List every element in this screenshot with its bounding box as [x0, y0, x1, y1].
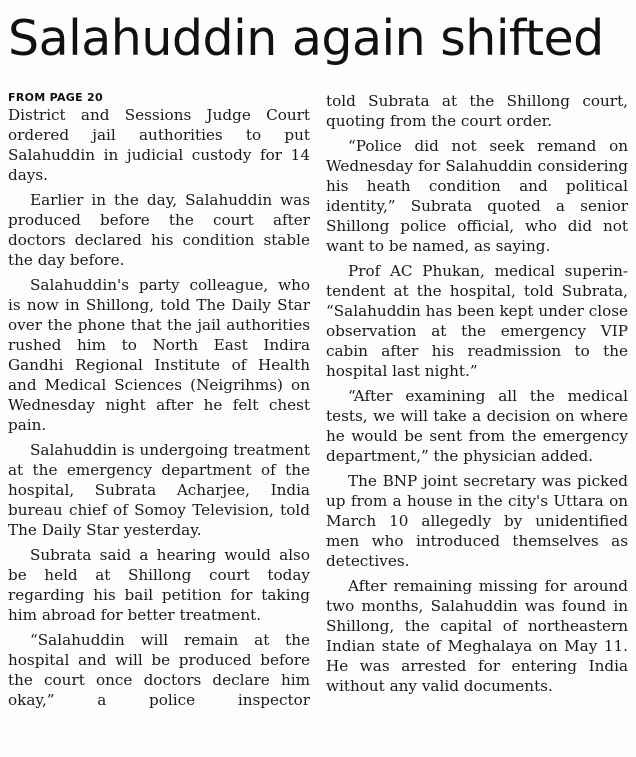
- paragraph: The BNP joint secretary was picked up from a house in the city's Uttara on March 10 allegedly by unidentified men who introduced themselves as detectives.: [326, 472, 628, 570]
- paragraph: Salahuddin is undergoing treatment at the emergency department of the hospital, Subrata Acharjee, India bureau chief of Somoy Television, told The Daily Star yesterday.: [8, 441, 310, 539]
- paragraph: Subrata said a hearing would also be held at Shillong court today regarding his bail petition for taking him abroad for better treatment.: [8, 546, 310, 624]
- paragraph: “Salahuddin will remain at the hospital and will be produced before the court once doctors declare him okay,” a police inspector: [8, 631, 310, 709]
- article-body: [8, 91, 628, 751]
- continuation-kicker: FROM PAGE 20: [8, 91, 103, 104]
- paragraph: Prof AC Phukan, medical superintendent at the hospital, told Subrata, “Salahuddin has been kept under close observation at the emergency VIP cabin after his readmission to the hospital last night.”: [326, 262, 628, 380]
- article-column-2: [326, 91, 628, 751]
- paragraph: Earlier in the day, Salahuddin was produced before the court after doctors declared his condition stable the day before.: [8, 191, 310, 269]
- paragraph: “Police did not seek remand on Wednesday for Salahuddin considering his heath condition and political identity,” Subrata quoted a senior Shillong police official, who did not want to be named, as saying.: [326, 137, 628, 255]
- paragraph: “After examining all the medical tests, we will take a decision on where he would be sent from the emergency department,” the physician added.: [326, 387, 628, 465]
- paragraph: After remaining missing for around two months, Salahuddin was found in Shillong, the capital of northeastern Indian state of Meghalaya on May 11. He was arrested for entering India without any valid documents.: [326, 577, 628, 695]
- paragraph: Salahuddin's party colleague, who is now in Shillong, told The Daily Star over the phone that the jail authorities rushed him to North East Indira Gandhi Regional Institute of Health and Medical Sciences (Neigrihms) on Wednesday night after he felt chest pain.: [8, 276, 310, 434]
- paragraph: told Subrata at the Shillong court, quoting from the court order.: [326, 92, 628, 130]
- paragraph: District and Sessions Judge Court ordered jail authorities to put Salahuddin in judicial custody for 14 days.: [8, 106, 310, 184]
- headline: Salahuddin again shifted: [8, 10, 604, 67]
- article-column-1: [8, 91, 310, 751]
